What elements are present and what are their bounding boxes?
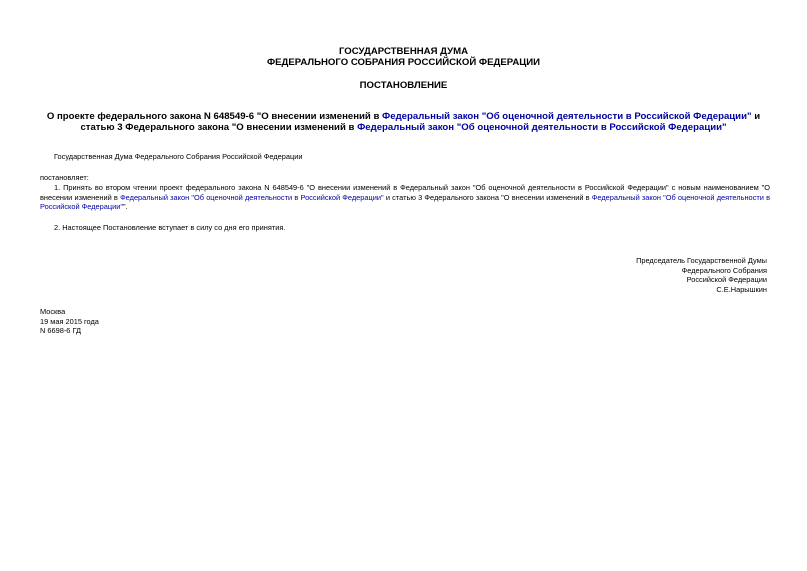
- signatory-name: С.Е.Нарышкин: [716, 284, 767, 294]
- item-1-law-link-2[interactable]: Федеральный закон "Об оценочной деятельности в Российской Федерации": [40, 192, 770, 211]
- date: 19 мая 2015 года: [40, 316, 99, 326]
- item-2-paragraph: 2. Настоящее Постановление вступает в силу со дня его принятия.: [54, 223, 286, 232]
- header-line-2: ФЕДЕРАЛЬНОГО СОБРАНИЯ РОССИЙСКОЙ ФЕДЕРАЦИИ: [266, 57, 541, 68]
- item-1-paragraph: [40, 183, 770, 212]
- document-subject: [40, 111, 767, 133]
- signature-title-line-2: Федерального Собрания: [681, 265, 767, 275]
- signature-block: [636, 256, 767, 294]
- document-type: ПОСТАНОВЛЕНИЕ: [359, 80, 448, 91]
- subject-text-1: О проекте федерального закона N 648549-6 "О внесении изменений в: [46, 111, 383, 122]
- item-1-text-1: 1. Принять во втором чтении проект федерального закона N 648549-6 "О внесении изменений в Федеральный закон "Об оценочной деятельности в Российской Федерации" с новым наименованием "О внесении изменений в: [40, 183, 770, 202]
- subject-law-link-1[interactable]: Федеральный закон "Об оценочной деятельности в Российской Федерации": [382, 111, 752, 122]
- header-line-1: ГОСУДАРСТВЕННАЯ ДУМА: [338, 46, 469, 57]
- document-number: N 6698-6 ГД: [40, 326, 81, 335]
- signature-title-line-3: Российской Федерации: [686, 275, 767, 284]
- subject-law-link-2[interactable]: Федеральный закон "Об оценочной деятельности в Российской Федерации": [357, 122, 727, 133]
- item-1-text-3: ".: [123, 202, 128, 211]
- item-1-law-link-1[interactable]: Федеральный закон "Об оценочной деятельности в Российской Федерации": [120, 192, 384, 202]
- signature-title-line-1: Председатель Государственной Думы: [636, 256, 767, 265]
- postanovlyaet-text: постановляет:: [40, 173, 89, 182]
- place-date-block: [40, 307, 99, 336]
- item-1-text-2: и статью 3 Федерального закона "О внесении изменений в: [383, 192, 592, 202]
- city: Москва: [40, 307, 66, 316]
- subject-text-2: и статью 3 Федерального закона "О внесении изменений в: [80, 111, 761, 133]
- intro-text: Государственная Дума Федерального Собрания Российской Федерации: [54, 152, 303, 161]
